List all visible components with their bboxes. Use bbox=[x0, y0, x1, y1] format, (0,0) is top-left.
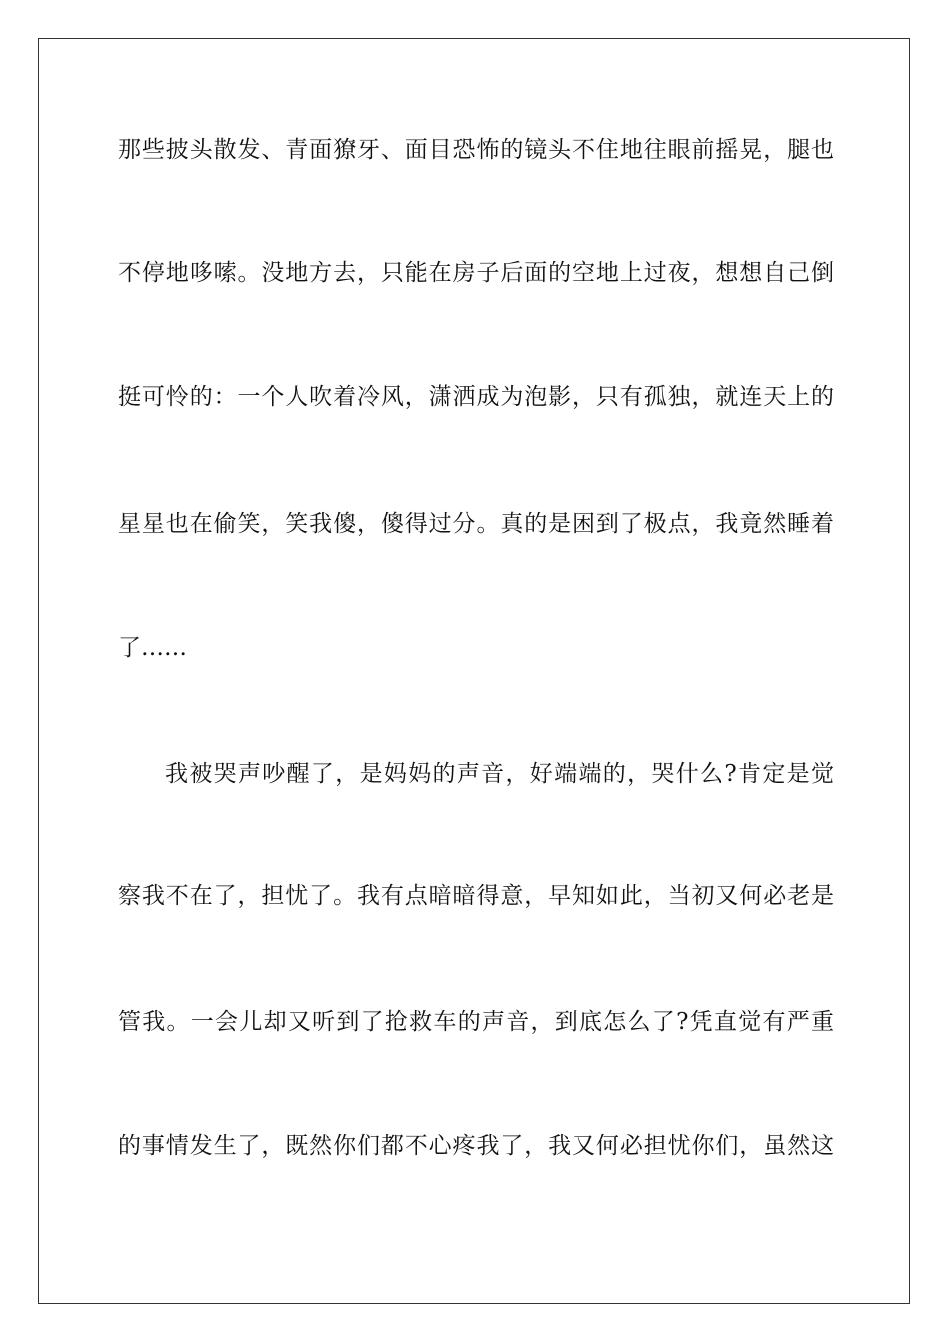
paragraph-line: 挺可怜的：一个人吹着冷风，潇洒成为泡影，只有孤独，就连天上的 bbox=[118, 384, 834, 410]
paragraph-line: 察我不在了，担忧了。我有点暗暗得意，早知如此，当初又何必老是 bbox=[118, 883, 834, 909]
paragraph-line: 管我。一会儿却又听到了抢救车的声音，到底怎么了?凭直觉有严重 bbox=[118, 1009, 834, 1035]
paragraph-line: 的事情发生了，既然你们都不心疼我了，我又何必担忧你们，虽然这 bbox=[118, 1133, 834, 1159]
page-border bbox=[38, 38, 910, 1304]
paragraph-line: 了…… bbox=[118, 635, 187, 661]
paragraph-line: 不停地哆嗦。没地方去，只能在房子后面的空地上过夜，想想自己倒 bbox=[118, 260, 834, 286]
paragraph-line: 那些披头散发、青面獠牙、面目恐怖的镜头不住地往眼前摇晃，腿也 bbox=[118, 137, 834, 163]
paragraph-line: 我被哭声吵醒了，是妈妈的声音，好端端的，哭什么?肯定是觉 bbox=[165, 761, 834, 787]
paragraph-line: 星星也在偷笑，笑我傻，傻得过分。真的是困到了极点，我竟然睡着 bbox=[118, 511, 834, 537]
